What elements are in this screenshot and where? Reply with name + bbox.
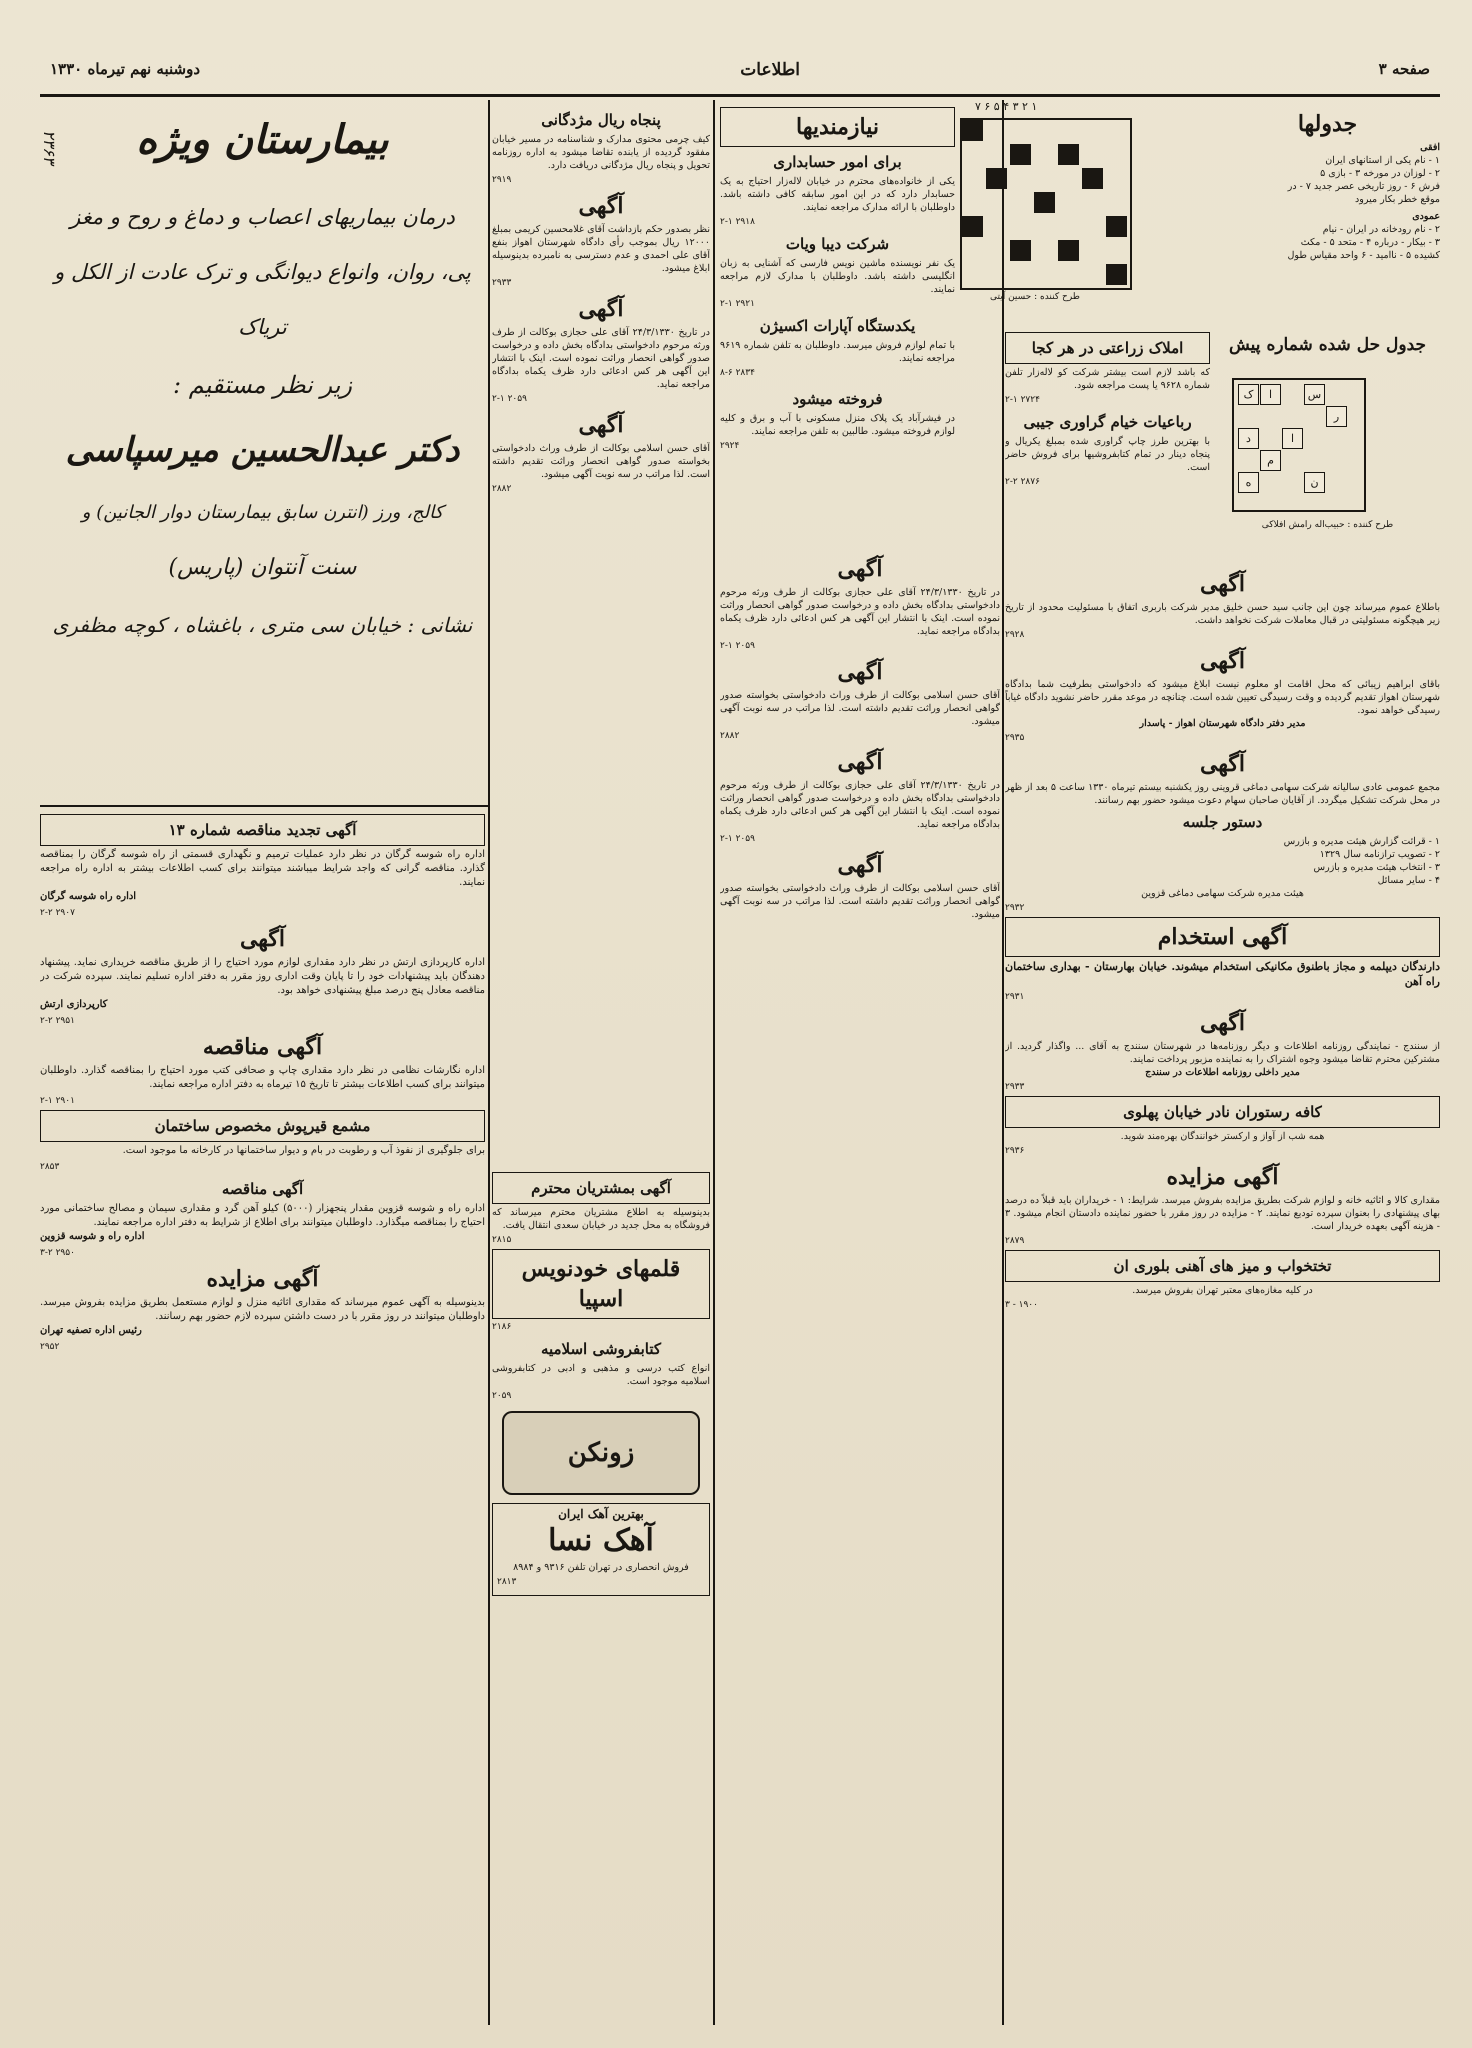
crossword-black-cell xyxy=(1106,264,1127,285)
hospital-line4: کالج، ورز (انترن سابق بیمارستان دوار الجانین) و xyxy=(81,502,444,523)
court4-title: آگهی xyxy=(837,852,883,878)
meeting-sign: هیئت مدیره شرکت سهامی دماغی قزوین xyxy=(1141,888,1304,899)
masthead-rule xyxy=(40,94,1440,97)
monaghese-ref: ۲۹۰۱ ۲-۱ xyxy=(40,1096,75,1106)
cafe-ref: ۲۹۳۶ xyxy=(1005,1146,1025,1156)
down-heading: عمودی xyxy=(1412,211,1440,222)
across-clue: فرش ۶ - روز تاریخی عصر جدید ۷ - در xyxy=(1287,181,1440,192)
rep-sign: مدیر داخلی روزنامه اطلاعات در سنندج xyxy=(1145,1067,1300,1078)
crossword-black-cell xyxy=(1034,192,1055,213)
notice-title: آگهی xyxy=(578,193,624,219)
solved-cell: د xyxy=(1238,428,1259,449)
column-divider xyxy=(488,100,490,2025)
court2-ref: ۲۸۸۲ xyxy=(720,731,740,741)
meeting-ref: ۲۹۳۲ xyxy=(1005,903,1025,913)
court-title: آگهی xyxy=(837,556,883,582)
court3-body: در تاریخ ۲۴/۳/۱۳۳۰ آقای علی حجازی بوکالت از طرف ورثه مرحوم دادخواستی بدادگاه بخش داده و درخواست صدور گواهی انحصار وراثت نموده است. اینک با انتشار این آگهی هر کس ادعائی دارد ظرف یکماه بدادگاه مراجعه نماید. xyxy=(720,780,1000,830)
hospital-line5: سنت آنتوان (پاریس) xyxy=(168,555,357,580)
crossword-black-cell xyxy=(962,120,983,141)
company-body: یک نفر نویسنده ماشین نویس فارسی که آشنایی به زبان انگلیسی داشته باشد. داوطلبان با مدارک لازم مراجعه نمایند. xyxy=(720,258,955,295)
column-divider xyxy=(1002,100,1004,2025)
hospital-line1: درمان بیماریهای اعصاب و دماغ و روح و مغز xyxy=(70,205,455,229)
needed-title: نیازمندیها xyxy=(720,107,955,147)
solved-cell: ا xyxy=(1260,384,1281,405)
pens-title: قلمهای خودنویس اسپیا xyxy=(492,1249,710,1319)
hospital-number: ۲۳۶۳ xyxy=(40,130,59,165)
across-heading: افقی xyxy=(1420,142,1440,153)
rep-body: از سنندج - نمایندگی روزنامه اطلاعات و دیگر روزنامه‌ها در شهرستان سنندج به آقای ... واگذار گردید. از مشترکین محترم تقاضا میشود وجوه اشتراک را به نماینده مزبور پرداخت نمایند. xyxy=(1005,1041,1440,1065)
court2-body: آقای حسن اسلامی بوکالت از طرف وراث دادخواستی بخواسته صدور گواهی انحصار وراثت تقدیم داشته است. لذا مراتب در سه نوبت آگهی میشود. xyxy=(720,690,1000,727)
crossword-black-cell xyxy=(1106,216,1127,237)
iron-sub: بهترین آهک ایران xyxy=(558,1507,644,1521)
court2-title: آگهی xyxy=(837,659,883,685)
accounting-body: یکی از خانواده‌های محترم در خیابان لاله‌زار احتیاج به یک حسابدار دارد که در این امور سابقه کافی داشته باشد. داوطلبان با ارائه مدارک مراجعه نمایند. xyxy=(720,176,955,213)
crossword-black-cell xyxy=(1010,144,1031,165)
issue-date: دوشنبه نهم تیرماه ۱۳۳۰ xyxy=(50,60,201,78)
estates-column xyxy=(1005,330,1210,560)
needed-ads-column xyxy=(720,105,955,545)
agenda-title: دستور جلسه xyxy=(1182,813,1263,831)
meeting-title: آگهی xyxy=(1199,751,1246,777)
across-clue: ۲ - لوزان در مورخه ۳ - بازی ۵ xyxy=(1320,168,1440,179)
column-divider xyxy=(713,100,715,2025)
solved-cell: ر xyxy=(1326,406,1347,427)
tender-title: آگهی تجدید مناقصه شماره ۱۳ xyxy=(40,814,485,846)
notice4-title: آگهی xyxy=(1199,648,1246,674)
tender-ref: ۲۹۰۷ ۲-۲ xyxy=(40,908,75,918)
col3-court2-ref: ۲۸۸۲ xyxy=(492,484,512,494)
down-clue: کشیده ۵ - ناامید - ۶ واحد مقیاس طول xyxy=(1287,250,1440,261)
col3-lower xyxy=(492,1170,710,2020)
plaster-body: برای جلوگیری از نفوذ آب و رطوبت در بام و دیوار ساختمانها در کارخانه ما موجود است. xyxy=(122,1145,485,1156)
down-clue: ۲ - نام رودخانه در ایران - نیام xyxy=(1322,224,1440,235)
beds-body: در کلیه مغازه‌های معتبر تهران بفروش میرسد. xyxy=(1132,1285,1313,1296)
col2-lower xyxy=(720,550,1000,2020)
company-ref: ۲۹۲۱ ۲-۱ xyxy=(720,299,755,309)
monaghese2-title: آگهی مناقصه xyxy=(221,1180,304,1198)
plaster-title: مشمع قیرپوش مخصوص ساختمان xyxy=(40,1110,485,1142)
agenda-item: ۲ - تصویب ترازنامه سال ۱۳۲۹ xyxy=(1319,849,1440,860)
monaghese2-ref: ۲۹۵۰ ۳-۲ xyxy=(40,1248,75,1258)
mozayede-title: آگهی مزایده xyxy=(1166,1164,1279,1190)
court-ref: ۲۰۵۹ ۲-۱ xyxy=(720,641,755,651)
khayyam-title: رباعیات خیام گراوری جیبی xyxy=(1023,413,1192,431)
court4-body: آقای حسن اسلامی بوکالت از طرف وراث دادخواستی بخواسته صدور گواهی انحصار وراثت تقدیم داشته است. لذا مراتب در سه نوبت آگهی میشود. xyxy=(720,883,1000,920)
col3-court2-body: آقای حسن اسلامی بوکالت از طرف وراث دادخواستی بخواسته صدور گواهی انحصار وراثت تقدیم داشته است. لذا مراتب در سه نوبت آگهی میشود. xyxy=(492,443,710,480)
notice3-title: آگهی xyxy=(1199,571,1246,597)
col3-court-ref: ۲۰۵۹ ۲-۱ xyxy=(492,394,527,404)
sale-ref: ۲۹۲۴ xyxy=(720,441,740,451)
crossword-numbers: ۷ ۶ ۵ ۴ ۳ ۲ ۱ xyxy=(975,100,1038,113)
customers-title: آگهی بمشتریان محترم xyxy=(492,1172,710,1204)
estates-title: املاک زراعتی در هر کجا xyxy=(1005,332,1210,364)
mozayede-body: مقداری کالا و اثاثیه خانه و لوازم شرکت بطریق مزایده بفروش میرسد. شرایط: ۱ - خریداران باید قبلاً ده درصد بهای پیشنهادی را بعنوان سپرده تودیع نمایند. ۲ - مزایده در روز مقرر با حضور نماینده دادستان انجام میشود. ۳ - هزینه آگهی بعهده خریدار است. xyxy=(1005,1195,1440,1232)
right-lower-column xyxy=(1005,565,1440,2020)
agenda-item: ۱ - قرائت گزارش هیئت مدیره و بازرس xyxy=(1283,836,1440,847)
agenda-item: ۳ - انتخاب هیئت مدیره و بازرس xyxy=(1313,862,1440,873)
auction-title: آگهی مزایده xyxy=(206,1266,319,1292)
col3-court2-title: آگهی xyxy=(578,412,624,438)
col3-court-body: در تاریخ ۲۴/۳/۱۳۳۰ آقای علی حجازی بوکالت از طرف ورثه مرحوم دادخواستی بدادگاه بخش داده و درخواست صدور گواهی انحصار وراثت نموده است. اینک با انتشار این آگهی هر کس ادعائی دارد ظرف یکماه بدادگاه مراجعه نماید. xyxy=(492,327,710,390)
cafe-title: کافه رستوران نادر خیابان پهلوی xyxy=(1005,1096,1440,1128)
solved-cell: س xyxy=(1304,384,1325,405)
solved-cell: ن xyxy=(1304,472,1325,493)
crossword-black-cell xyxy=(962,216,983,237)
rule xyxy=(40,805,488,807)
notice4-ref: ۲۹۳۵ xyxy=(1005,733,1025,743)
auction-ref: ۲۹۵۲ xyxy=(40,1342,60,1352)
crossword-clues xyxy=(1215,105,1440,365)
notice3-ref: ۲۹۲۸ xyxy=(1005,630,1025,640)
hospital-title: بیمارستان ویژه xyxy=(136,116,389,163)
beds-ref: ۱۹۰۰ - ۳ xyxy=(1005,1300,1038,1310)
rep-ref: ۲۹۳۳ xyxy=(1005,1082,1025,1092)
monaghese2-sign: اداره راه و شوسه قزوین xyxy=(40,1231,145,1242)
across-clue: موقع خطر بکار میرود xyxy=(1355,194,1440,205)
iron-box xyxy=(492,1503,710,1596)
khayyam-ref: ۲۸۷۶ ۲-۲ xyxy=(1005,477,1040,487)
monaghese-body: اداره نگارشات نظامی در نظر دارد مقداری چاپ و صحافی کتب مورد احتیاج را بمناقصه گذارد. داوطلبان میتوانند برای کسب اطلاعات بیشتر تا تاریخ ۱۵ تیرماه به دفتر اداره مراجعه نمایند. xyxy=(40,1065,485,1090)
page-number: صفحه ۳ xyxy=(1378,60,1430,78)
monaghese2-body: اداره راه و شوسه قزوین مقدار پنجهزار (۵۰۰۰) کیلو آهن گرد و مقداری سیمان و مصالح ساختمانی مورد احتیاج را بمناقصه میگذارد. داوطلبان میتوانند برای اطلاع از شرایط به دفتر اداره مراجعه نمایند. xyxy=(40,1203,485,1228)
col3 xyxy=(492,105,710,1165)
auction-sign: رئیس اداره تصفیه تهران xyxy=(40,1325,142,1336)
prev-solution-title: جدول حل شده شماره پیش xyxy=(1228,335,1427,355)
crossword-title: جدولها xyxy=(1297,111,1358,137)
solved-cell: ه xyxy=(1238,472,1259,493)
hire-body: دارندگان دیپلمه و مجاز باطنوق مکانیکی استخدام میشوند. خیابان بهارستان - بهداری ساختمان راه آهن xyxy=(1005,960,1440,988)
hospital-address: نشانی : خیابان سی متری ، باغشاه ، کوچه مظفری xyxy=(52,613,473,637)
crossword-black-cell xyxy=(1082,168,1103,189)
notice4-body: باقای ابراهیم زیبائی که محل اقامت او معلوم نیست ابلاغ میشود که دادخواستی بطرفیت شما بدادگاه شهرستان اهواز تقدیم گردیده و وقت رسیدگی تعیین شده است. چنانچه در موعد مقرر حاضر نشوید دادگاه غیاباً رسیدگی خواهد نمود. xyxy=(1005,679,1440,716)
auction-body: بدینوسیله به آگهی عموم میرساند که مقداری اثاثیه منزل و لوازم مستعمل بطریق مزایده بفروش میرسد. داوطلبان میتوانند در روز مقرر با در دست داشتن سپرده لازم حضور بهم رسانند. xyxy=(40,1297,485,1322)
pens-ref: ۲۱۸۶ xyxy=(492,1322,512,1332)
col3-court-title: آگهی xyxy=(578,296,624,322)
solved-cell: ک xyxy=(1238,384,1259,405)
crossword-black-cell xyxy=(1058,240,1079,261)
notice3-body: باطلاع عموم میرساند چون این جانب سید حسن خلیق مدیر شرکت باربری اتفاق با مسئولیت محدود از تاریخ زیر هیچگونه مسئولیتی در قبال معاملات شرکت نخواهد داشت. xyxy=(1005,602,1440,626)
rial-title: پنجاه ریال مژدگانی xyxy=(541,111,661,129)
notice-ref: ۲۹۳۳ xyxy=(492,278,512,288)
agahi2-body: اداره کارپردازی ارتش در نظر دارد مقداری لوازم مورد احتیاج را از طریق مناقصه خریداری نماید. پیشنهاد دهندگان باید پیشنهادات خود را تا پایان وقت اداری روز مقرر به دفتر اداره تسلیم نمایند. سپرده شرکت در مناقصه معادل پنج درصد مبلغ پیشنهادی خواهد بود. xyxy=(40,957,485,996)
agenda-item: ۴ - سایر مسائل xyxy=(1377,875,1440,886)
islamic-body: انواع کتب درسی و مذهبی و ادبی در کتابفروشی اسلامیه موجود است. xyxy=(492,1363,710,1387)
paper-name: اطلاعات xyxy=(740,60,800,80)
tender-sign: اداره راه شوسه گرگان xyxy=(40,891,137,902)
crossword-black-cell xyxy=(1010,240,1031,261)
hospital-line3: زیر نظر مستقیم : xyxy=(173,371,352,399)
mozayede-ref: ۲۸۷۹ xyxy=(1005,1236,1025,1246)
hire-title: آگهی استخدام xyxy=(1005,917,1440,957)
solved-grid xyxy=(1232,378,1366,512)
iron-ref: ۲۸۱۳ xyxy=(497,1577,517,1587)
oxygen-body: با تمام لوازم فروش میرسد. داوطلبان به تلفن شماره ۹۶۱۹ مراجعه نمایند. xyxy=(720,340,955,364)
agahi2-sign: کارپردازی ارتش xyxy=(40,999,108,1010)
court3-title: آگهی xyxy=(837,749,883,775)
brand-logo: زونکن xyxy=(502,1411,700,1495)
accounting-ref: ۲۹۱۸ ۲-۱ xyxy=(720,217,755,227)
monaghese-title: آگهی مناقصه xyxy=(202,1034,323,1060)
plaster-ref: ۲۸۵۳ xyxy=(40,1162,60,1172)
rial-body: کیف چرمی محتوی مدارک و شناسنامه در مسیر خیابان مفقود گردیده از یابنده تقاضا میشود به اداره روزنامه تحویل و پنجاه ریال مژدگانی دریافت دارد. xyxy=(492,134,710,171)
court3-ref: ۲۰۵۹ ۲-۱ xyxy=(720,834,755,844)
rep-title: آگهی xyxy=(1199,1010,1246,1036)
oxygen-title: یکدستگاه آپارات اکسیژن xyxy=(759,317,916,335)
across-clue: ۱ - نام یکی از استانهای ایران xyxy=(1325,155,1440,166)
crossword-black-cell xyxy=(986,168,1007,189)
hire-ref: ۲۹۳۱ xyxy=(1005,992,1025,1002)
islamic-title: کتابفروشی اسلامیه xyxy=(540,1340,662,1358)
crossword-black-cell xyxy=(1058,144,1079,165)
iron-body: فروش انحصاری در تهران تلفن ۹۳۱۶ و ۸۹۸۴ xyxy=(513,1562,689,1573)
customers-body: بدینوسیله به اطلاع مشتریان محترم میرساند که فروشگاه به محل جدید در خیابان سعدی انتقال یافت. xyxy=(492,1207,710,1231)
beds-title: تختخواب و میز های آهنی بلوری ان xyxy=(1005,1250,1440,1282)
islamic-ref: ۲۰۵۹ xyxy=(492,1391,512,1401)
agahi2-ref: ۲۹۵۱ ۲-۲ xyxy=(40,1016,75,1026)
rial-ref: ۲۹۱۹ xyxy=(492,175,512,185)
hospital-doctor: دکتر عبدالحسین میرسپاسی xyxy=(65,430,460,470)
crossword-grid xyxy=(960,118,1132,290)
company-title: شرکت دیبا ویات xyxy=(785,235,890,253)
iron-title: آهک نسا xyxy=(548,1523,654,1558)
khayyam-body: با بهترین طرز چاپ گراوری شده بمبلغ یکریال و پنجاه دینار در تمام کتابفروشیها برای فروش حاضر است. xyxy=(1005,436,1210,473)
solved-cell: ا xyxy=(1282,428,1303,449)
meeting-body: مجمع عمومی عادی سالیانه شرکت سهامی دماغی قروینی روز یکشنبه بیستم تیرماه ۱۳۳۰ ساعت ۵ بعد از ظهر در محل شرکت تشکیل میگردد. از آقایان صاحبان سهام دعوت میشود حضور بهم رسانند. xyxy=(1005,782,1440,806)
masthead xyxy=(40,50,1440,94)
solved-cell: م xyxy=(1260,450,1281,471)
accounting-title: برای امور حسابداری xyxy=(773,153,902,171)
oxygen-ref: ۲۸۳۴ ۸-۶ xyxy=(720,368,755,378)
crossword-designer: طرح کننده : حسین آیتی xyxy=(990,292,1080,302)
hospital-line2: پی، روان، وانواع دیوانگی و ترک عادت از الکل و تریاک xyxy=(54,260,471,339)
hospital-ad xyxy=(40,110,485,800)
prev-designer: طرح کننده : حبیب‌اله رامش افلاکی xyxy=(1261,520,1394,530)
cafe-body: همه شب از آواز و ارکستر خوانندگان بهره‌مند شوید. xyxy=(1120,1131,1325,1142)
customers-ref: ۲۸۱۵ xyxy=(492,1235,512,1245)
estates-body: که باشد لازم است بیشتر شرکت کو لاله‌زار تلفن شماره ۹۶۲۸ یا پست مراجعه شود. xyxy=(1005,367,1210,391)
court-body: در تاریخ ۲۴/۳/۱۳۳۰ آقای علی حجازی بوکالت از طرف ورثه مرحوم دادخواستی بدادگاه بخش داده و درخواست صدور گواهی انحصار وراثت نموده است. اینک با انتشار این آگهی هر کس ادعائی دارد ظرف یکماه بدادگاه مراجعه نماید. xyxy=(720,587,1000,637)
left-lower-column xyxy=(40,812,485,2022)
estates-ref: ۲۷۲۴ ۲-۱ xyxy=(1005,395,1040,405)
agahi2-title: آگهی xyxy=(239,926,286,952)
sale-title: فروخته میشود xyxy=(792,390,883,408)
sale-body: در فیشرآباد یک پلاک منزل مسکونی با آب و برق و کلیه لوازم فروخته میشود. طالبین به تلفن مراجعه نمایند. xyxy=(720,413,955,437)
tender-body: اداره راه شوسه گرگان در نظر دارد عملیات ترمیم و نگهداری قسمتی از راه شوسه گرگان را بمناقصه گذارد. مناقصه گرانی که واجد شرایط میباشند میتوانند برای کسب اطلاعات بیشتر به اداره راه مراجعه نمایند. xyxy=(40,849,485,888)
down-clue: ۳ - بیکار - درباره ۴ - متحد ۵ - مکث xyxy=(1300,237,1440,248)
notice4-sign: مدیر دفتر دادگاه شهرستان اهواز - پاسدار xyxy=(1139,718,1306,729)
notice-body: نظر بصدور حکم بازداشت آقای غلامحسین کریمی بمبلغ ۱۲۰۰۰ ریال بموجب رأی دادگاه شهرستان اهواز بنفع آقای علی احمدی و عدم دسترسی به نامبرده بدینوسیله ابلاغ میشود. xyxy=(492,224,710,274)
